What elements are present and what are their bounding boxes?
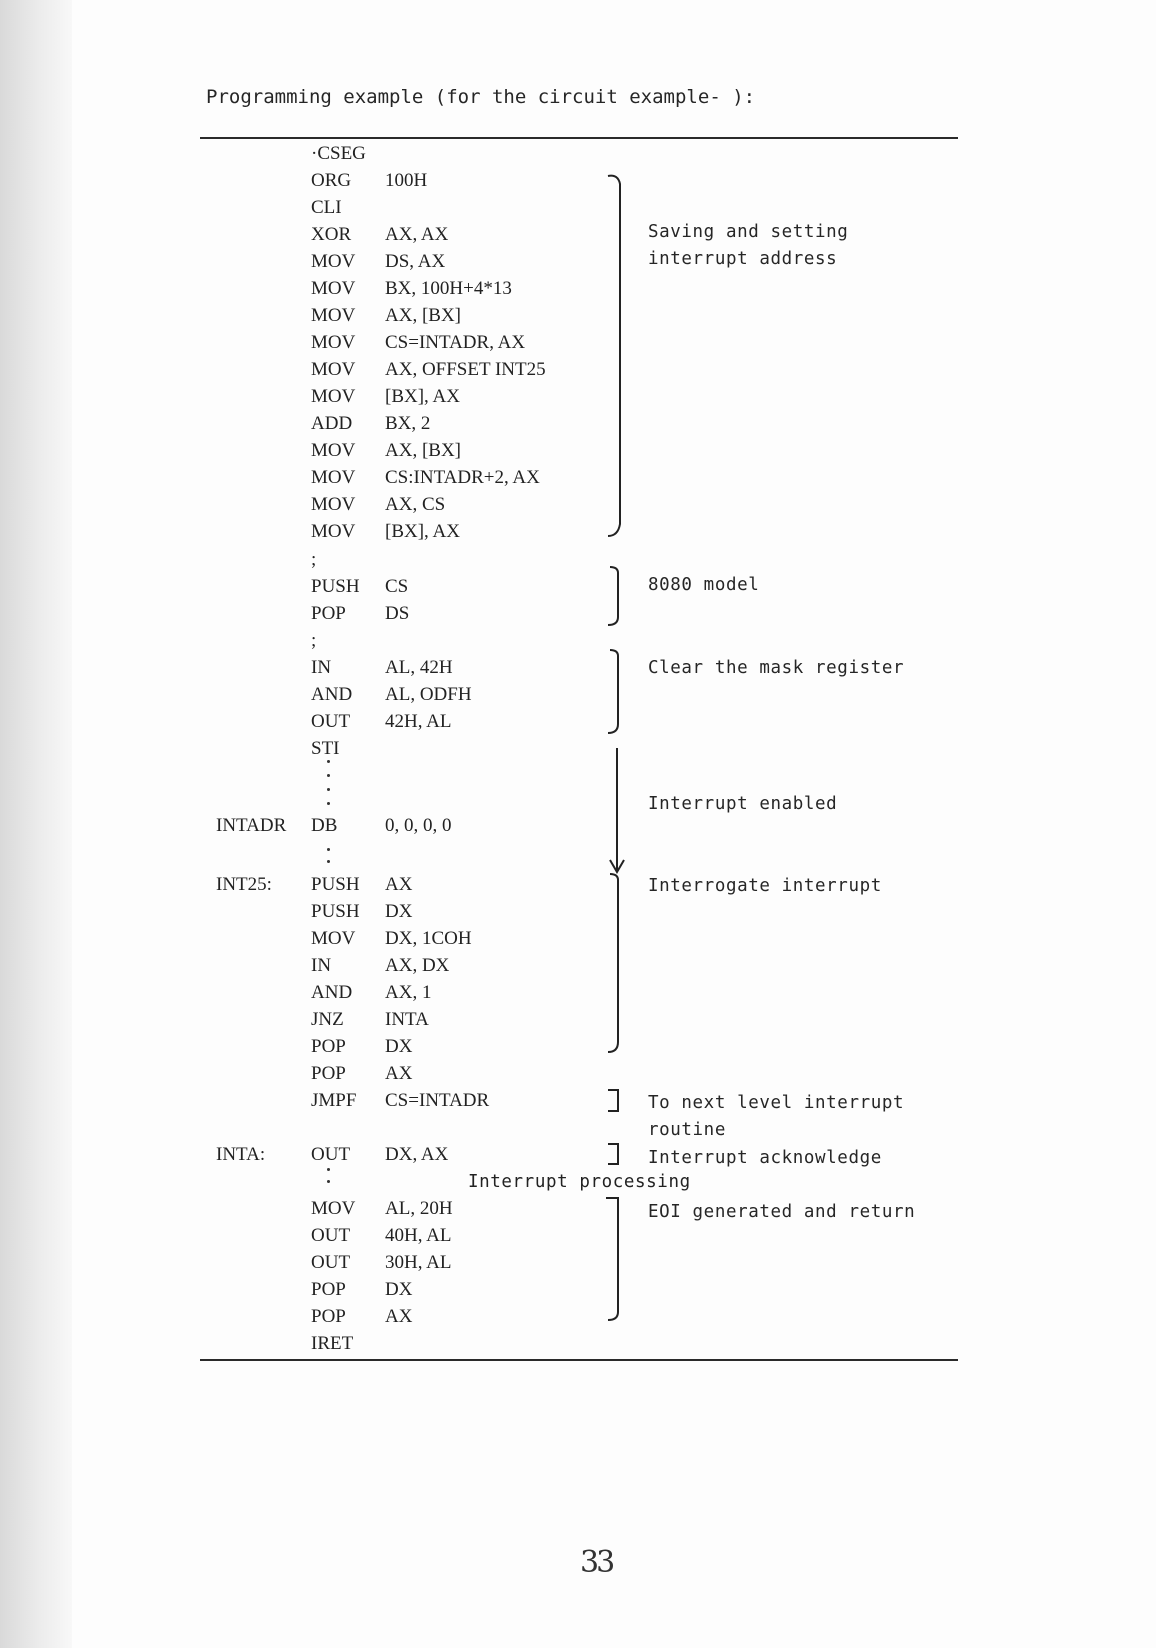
page-number: 33 [580, 1545, 613, 1580]
code-opcode: JMPF [311, 1090, 357, 1111]
code-opcode: MOV [311, 278, 356, 299]
code-opcode: MOV [311, 251, 356, 272]
bracket-saving [604, 174, 626, 538]
code-opcode: IN [311, 657, 332, 678]
code-operands: AX, [BX] [385, 440, 461, 461]
code-opcode: POP [311, 1036, 346, 1057]
bracket-next-level [604, 1088, 626, 1113]
code-operands: 100H [385, 170, 428, 191]
code-operands: INTA [385, 1009, 429, 1030]
code-label: INT25: [216, 874, 272, 895]
code-operands: DX [385, 901, 413, 922]
code-opcode: MOV [311, 1198, 356, 1219]
code-opcode: ; [311, 549, 317, 570]
scan-binding-shadow [0, 0, 72, 1648]
code-operands: AX, OFFSET INT25 [385, 359, 546, 380]
code-opcode: JNZ [311, 1009, 344, 1030]
code-opcode: POP [311, 603, 346, 624]
code-opcode: MOV [311, 467, 356, 488]
code-opcode: OUT [311, 711, 351, 732]
code-operands: AX [385, 1063, 413, 1084]
code-opcode: IN [311, 955, 332, 976]
code-operands: CS:INTADR+2, AX [385, 467, 540, 488]
code-operands: DS, AX [385, 251, 446, 272]
comment-saving: Saving and setting interrupt address [648, 222, 849, 269]
code-opcode: ·CSEG [311, 143, 366, 164]
code-opcode: OUT [311, 1252, 351, 1273]
code-operands: AX, CS [385, 494, 446, 515]
code-annotation: Interrupt processing [468, 1172, 691, 1192]
code-label: INTADR [216, 815, 287, 836]
code-opcode: MOV [311, 494, 356, 515]
code-operands: CS=INTADR [385, 1090, 490, 1111]
code-opcode: MOV [311, 332, 356, 353]
code-operands: AX [385, 1306, 413, 1327]
top-rule [200, 137, 958, 139]
comment-enabled: Interrupt enabled [648, 794, 838, 814]
code-operands: DS [385, 603, 410, 624]
code-opcode: MOV [311, 359, 356, 380]
code-label: INTA: [216, 1144, 266, 1165]
code-opcode: POP [311, 1306, 346, 1327]
code-operands: AX [385, 874, 413, 895]
code-opcode: PUSH [311, 576, 360, 597]
bracket-8080 [604, 565, 626, 627]
bottom-rule [200, 1359, 958, 1361]
code-operands: AL, 42H [385, 657, 453, 678]
code-operands: [BX], AX [385, 386, 460, 407]
code-operands: BX, 2 [385, 413, 431, 434]
code-opcode: STI [311, 738, 340, 759]
code-operands: AX, [BX] [385, 305, 461, 326]
continuation-dots-1 [327, 760, 333, 820]
comment-acknowledge: Interrupt acknowledge [648, 1148, 882, 1168]
continuation-dots-2 [327, 848, 333, 878]
code-operands: 42H, AL [385, 711, 452, 732]
code-operands: CS [385, 576, 409, 597]
code-opcode: ORG [311, 170, 352, 191]
bracket-mask [604, 648, 626, 735]
code-opcode: DB [311, 815, 338, 836]
code-operands: CS=INTADR, AX [385, 332, 526, 353]
code-opcode: MOV [311, 305, 356, 326]
bracket-enabled-arrow [604, 746, 626, 874]
code-operands: BX, 100H+4*13 [385, 278, 512, 299]
code-opcode: OUT [311, 1225, 351, 1246]
code-operands: DX [385, 1036, 413, 1057]
code-operands: AX, 1 [385, 982, 432, 1003]
code-operands: DX, AX [385, 1144, 449, 1165]
code-operands: 30H, AL [385, 1252, 452, 1273]
code-opcode: PUSH [311, 901, 360, 922]
comment-interrogate: Interrogate interrupt [648, 876, 882, 896]
code-opcode: OUT [311, 1144, 351, 1165]
code-opcode: MOV [311, 521, 356, 542]
code-opcode: ; [311, 630, 317, 651]
code-opcode: AND [311, 982, 353, 1003]
code-opcode: AND [311, 684, 353, 705]
code-operands: AL, 20H [385, 1198, 453, 1219]
code-operands: 0, 0, 0, 0 [385, 815, 452, 836]
code-operands: [BX], AX [385, 521, 460, 542]
comment-8080: 8080 model [648, 575, 760, 595]
comment-eoi: EOI generated and return [648, 1202, 916, 1222]
code-operands: DX, 1COH [385, 928, 472, 949]
code-operands: AX, AX [385, 224, 449, 245]
code-opcode: MOV [311, 928, 356, 949]
code-operands: 40H, AL [385, 1225, 452, 1246]
code-operands: AX, DX [385, 955, 450, 976]
code-opcode: POP [311, 1063, 346, 1084]
code-opcode: MOV [311, 440, 356, 461]
heading: Programming example (for the circuit example- ): [206, 86, 756, 108]
code-opcode: ADD [311, 413, 353, 434]
code-opcode: PUSH [311, 874, 360, 895]
code-operands: DX [385, 1279, 413, 1300]
comment-mask: Clear the mask register [648, 658, 905, 678]
code-opcode: CLI [311, 197, 342, 218]
code-opcode: IRET [311, 1333, 354, 1354]
code-operands: AL, ODFH [385, 684, 472, 705]
code-opcode: MOV [311, 386, 356, 407]
bracket-interrogate [604, 872, 626, 1054]
bracket-eoi [604, 1196, 626, 1322]
comment-next-level: To next level interrupt routine [648, 1093, 905, 1140]
code-opcode: XOR [311, 224, 352, 245]
code-opcode: POP [311, 1279, 346, 1300]
bracket-acknowledge [604, 1142, 626, 1166]
continuation-dots-3 [327, 1168, 333, 1198]
